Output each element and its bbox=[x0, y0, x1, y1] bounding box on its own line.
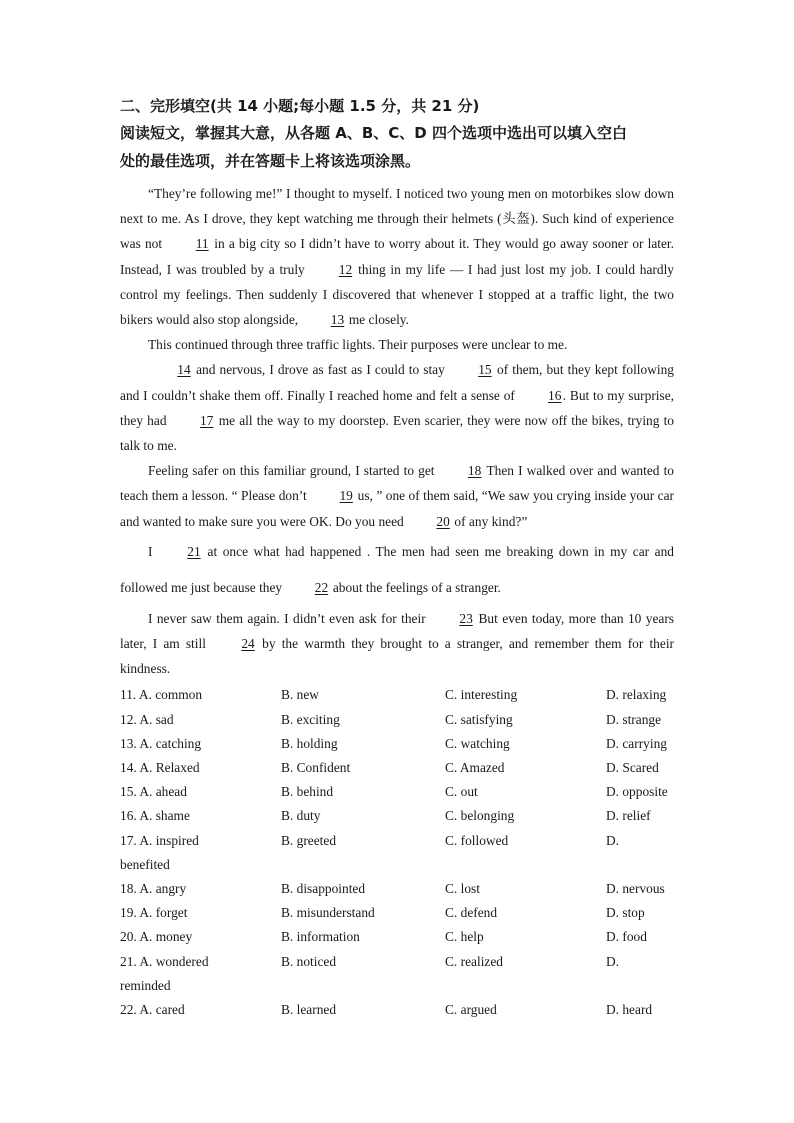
blank-16: 16 bbox=[548, 387, 562, 403]
passage-text: thing in my life — I had just lost my job. I could hardly control my feelings. Then suddenly I discovered that whenever I stopped at a traffic light, the two bikers would also stop alongside, bbox=[120, 261, 674, 328]
option-row-17 bbox=[120, 829, 674, 877]
option-a: 21. A. wondered bbox=[120, 953, 209, 969]
option-row-15 bbox=[120, 780, 674, 804]
option-d: D. opposite bbox=[606, 784, 668, 800]
blank-11: 11 bbox=[195, 236, 209, 252]
option-c: C. interesting bbox=[445, 687, 518, 703]
option-d: D. Scared bbox=[606, 760, 659, 776]
option-row-14 bbox=[120, 756, 674, 780]
option-row-19 bbox=[120, 901, 674, 925]
blank-18: 18 bbox=[467, 463, 482, 479]
option-c: C. satisfying bbox=[445, 711, 513, 727]
exam-page bbox=[120, 93, 674, 1022]
passage-paragraph-3 bbox=[120, 357, 674, 458]
passage-paragraph-2: This continued through three traffic lights. Their purposes were unclear to me. bbox=[148, 337, 568, 353]
passage bbox=[120, 181, 674, 681]
option-d: D. bbox=[606, 953, 620, 969]
option-d: D. bbox=[606, 832, 620, 848]
option-a: 12. A. sad bbox=[120, 711, 174, 727]
option-c: C. watching bbox=[445, 735, 510, 751]
passage-text: I bbox=[148, 543, 158, 559]
option-a: 15. A. ahead bbox=[120, 784, 187, 800]
option-row-18 bbox=[120, 877, 674, 901]
option-c: C. followed bbox=[445, 832, 509, 848]
blank-21: 21 bbox=[187, 543, 201, 559]
blank-17: 17 bbox=[199, 412, 214, 428]
option-row-12 bbox=[120, 708, 674, 732]
option-d: D. heard bbox=[606, 1001, 653, 1017]
passage-text: of any kind?” bbox=[451, 513, 528, 529]
instruction-line-2: 处的最佳选项，并在答题卡上将该选项涂黑。 bbox=[120, 152, 421, 170]
option-d: D. relaxing bbox=[606, 687, 667, 703]
option-b: B. duty bbox=[281, 808, 321, 824]
passage-paragraph-6 bbox=[120, 606, 674, 682]
passage-text: “They’re following me!” I thought to myself. I noticed two young men on motorbikes slow down next to me. As I drove, they kept watching me through their helmets (头盔). Such kind of experience was not bbox=[120, 186, 674, 252]
blank-20: 20 bbox=[436, 513, 450, 529]
option-row-20 bbox=[120, 925, 674, 949]
option-b: B. disappointed bbox=[281, 880, 366, 896]
passage-text: Then I walked over and wanted to teach them a lesson. “ Please don’t bbox=[120, 463, 674, 504]
passage-text: at once what had happened . The men had seen me breaking down in my car and followed me just because they bbox=[120, 543, 674, 595]
option-b: B. greeted bbox=[281, 832, 337, 848]
passage-text: . But to my surprise, they had bbox=[120, 387, 674, 428]
option-d: D. relief bbox=[606, 808, 651, 824]
option-b: B. noticed bbox=[281, 953, 337, 969]
option-a: 19. A. forget bbox=[120, 905, 188, 921]
blank-23: 23 bbox=[459, 610, 473, 626]
passage-text: me all the way to my doorstep. Even scarier, they were now off the bikes, trying to talk to me. bbox=[120, 412, 674, 454]
blank-24: 24 bbox=[241, 636, 255, 652]
option-c: C. lost bbox=[445, 880, 480, 896]
option-row-13 bbox=[120, 732, 674, 756]
option-row-11 bbox=[120, 683, 674, 707]
passage-text: me closely. bbox=[345, 312, 409, 328]
passage-text: and nervous, I drove as fast as I could to stay bbox=[192, 362, 449, 378]
blank-22: 22 bbox=[314, 579, 329, 595]
passage-text: by the warmth they brought to a stranger, and remember them for their kindness. bbox=[120, 636, 674, 677]
option-b: B. information bbox=[281, 929, 360, 945]
option-b: B. Confident bbox=[281, 760, 351, 776]
option-c: C. argued bbox=[445, 1001, 497, 1017]
option-c: C. defend bbox=[445, 905, 498, 921]
option-b: B. misunderstand bbox=[281, 905, 375, 921]
option-d: D. carrying bbox=[606, 735, 667, 751]
option-d-wrapped-text: benefited bbox=[120, 856, 170, 872]
option-c: C. realized bbox=[445, 953, 503, 969]
option-a: 20. A. money bbox=[120, 929, 193, 945]
option-row-22 bbox=[120, 998, 674, 1022]
option-c: C. belonging bbox=[445, 808, 515, 824]
option-b: B. learned bbox=[281, 1001, 337, 1017]
passage-text: about the feelings of a stranger. bbox=[329, 579, 501, 595]
option-c: C. help bbox=[445, 929, 484, 945]
instruction-line-1: 阅读短文，掌握其大意，从各题 A、B、C、D 四个选项中选出可以填入空白 bbox=[120, 124, 627, 142]
option-b: B. new bbox=[281, 687, 319, 703]
option-d: D. stop bbox=[606, 905, 645, 921]
blank-13: 13 bbox=[330, 312, 345, 328]
passage-text: us, ” one of them said, “We saw you crying inside your car and wanted to make sure you were OK. Do you need bbox=[120, 488, 674, 529]
blank-12: 12 bbox=[338, 261, 353, 277]
option-a: 18. A. angry bbox=[120, 880, 187, 896]
blank-14: 14 bbox=[177, 362, 191, 378]
option-c: C. out bbox=[445, 784, 478, 800]
option-a: 17. A. inspired bbox=[120, 832, 199, 848]
blank-19: 19 bbox=[339, 488, 353, 504]
passage-text: in a big city so I didn’t have to worry about it. They would go away sooner or later. Instead, I was troubled by a truly bbox=[120, 236, 674, 277]
option-a: 11. A. common bbox=[120, 687, 203, 703]
passage-paragraph-1 bbox=[120, 181, 674, 332]
option-d: D. strange bbox=[606, 711, 662, 727]
answer-options bbox=[120, 683, 674, 1022]
passage-text: I never saw them again. I didn’t even ask for their bbox=[148, 610, 431, 626]
passage-text: of them, but they kept following and I couldn’t shake them off. Finally I reached home and felt a sense of bbox=[120, 362, 674, 403]
passage-text: But even today, more than 10 years later, I am still bbox=[120, 610, 674, 652]
option-d: D. food bbox=[606, 929, 647, 945]
option-b: B. behind bbox=[281, 784, 334, 800]
option-a: 13. A. catching bbox=[120, 735, 202, 751]
option-c: C. Amazed bbox=[445, 760, 505, 776]
passage-paragraph-5 bbox=[120, 534, 674, 606]
passage-text: Feeling safer on this familiar ground, I started to get bbox=[148, 463, 439, 479]
blank-15: 15 bbox=[478, 362, 492, 378]
option-a: 22. A. cared bbox=[120, 1001, 185, 1017]
option-d-wrapped-text: reminded bbox=[120, 977, 171, 993]
passage-paragraph-4 bbox=[120, 458, 674, 534]
option-row-21 bbox=[120, 950, 674, 998]
option-a: 16. A. shame bbox=[120, 808, 190, 824]
option-b: B. exciting bbox=[281, 711, 340, 727]
option-d: D. nervous bbox=[606, 880, 665, 896]
option-b: B. holding bbox=[281, 735, 338, 751]
option-row-16 bbox=[120, 804, 674, 828]
section-title: 二、完形填空(共 14 小题;每小题 1.5 分，共 21 分) bbox=[120, 97, 480, 115]
option-a: 14. A. Relaxed bbox=[120, 760, 200, 776]
